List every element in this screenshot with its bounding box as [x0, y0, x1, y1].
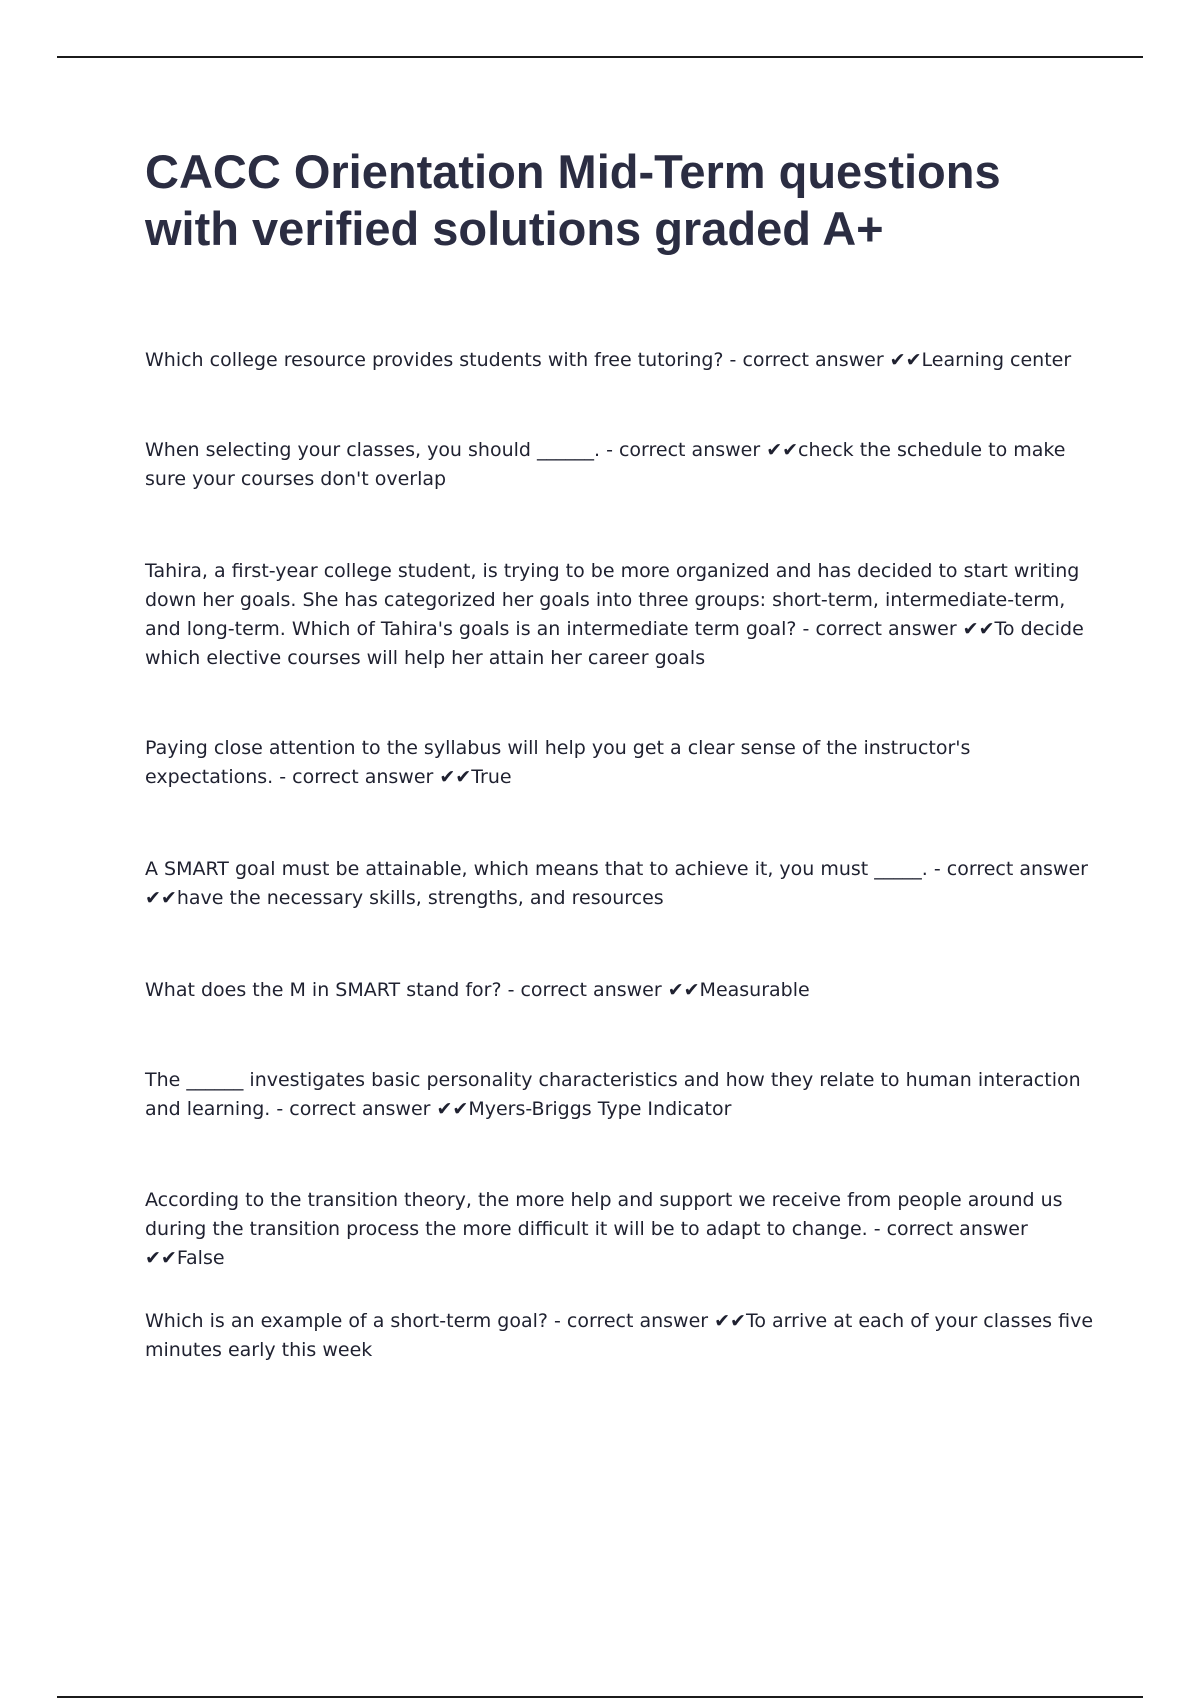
qa-item: Paying close attention to the syllabus will help you get a clear sense of the instructor's expectations. - correct answer ✔✔True	[145, 737, 971, 788]
top-divider	[57, 56, 1143, 58]
document-title: CACC Orientation Mid-Term questions with verified solutions graded A+	[145, 145, 1001, 255]
qa-item: A SMART goal must be attainable, which means that to achieve it, you must _____. - correct answer ✔✔have the necessary skills, strengths, and resources	[145, 858, 1088, 909]
qa-item: Tahira, a first-year college student, is trying to be more organized and has decided to start writing down her goals. She has categorized her goals into three groups: short-term, intermediate-term, and long-term. Which of Tahira's goals is an intermediate term goal? - correct answer ✔✔To decide which elective courses will help her attain her career goals	[145, 560, 1084, 669]
qa-item: When selecting your classes, you should ______. - correct answer ✔✔check the schedule to make sure your courses don't overlap	[145, 439, 1066, 490]
qa-item: Which college resource provides students with free tutoring? - correct answer ✔✔Learning center	[145, 349, 1072, 371]
qa-item: The ______ investigates basic personality characteristics and how they relate to human interaction and learning. - correct answer ✔✔Myers-Briggs Type Indicator	[145, 1069, 1081, 1120]
qa-item: What does the M in SMART stand for? - correct answer ✔✔Measurable	[145, 979, 810, 1001]
bottom-divider	[57, 1696, 1143, 1698]
qa-item: According to the transition theory, the more help and support we receive from people around us during the transition process the more difficult it will be to adapt to change. - correct answer ✔✔False	[145, 1189, 1063, 1269]
qa-item: Which is an example of a short-term goal? - correct answer ✔✔To arrive at each of your classes five minutes early this week	[145, 1310, 1094, 1361]
